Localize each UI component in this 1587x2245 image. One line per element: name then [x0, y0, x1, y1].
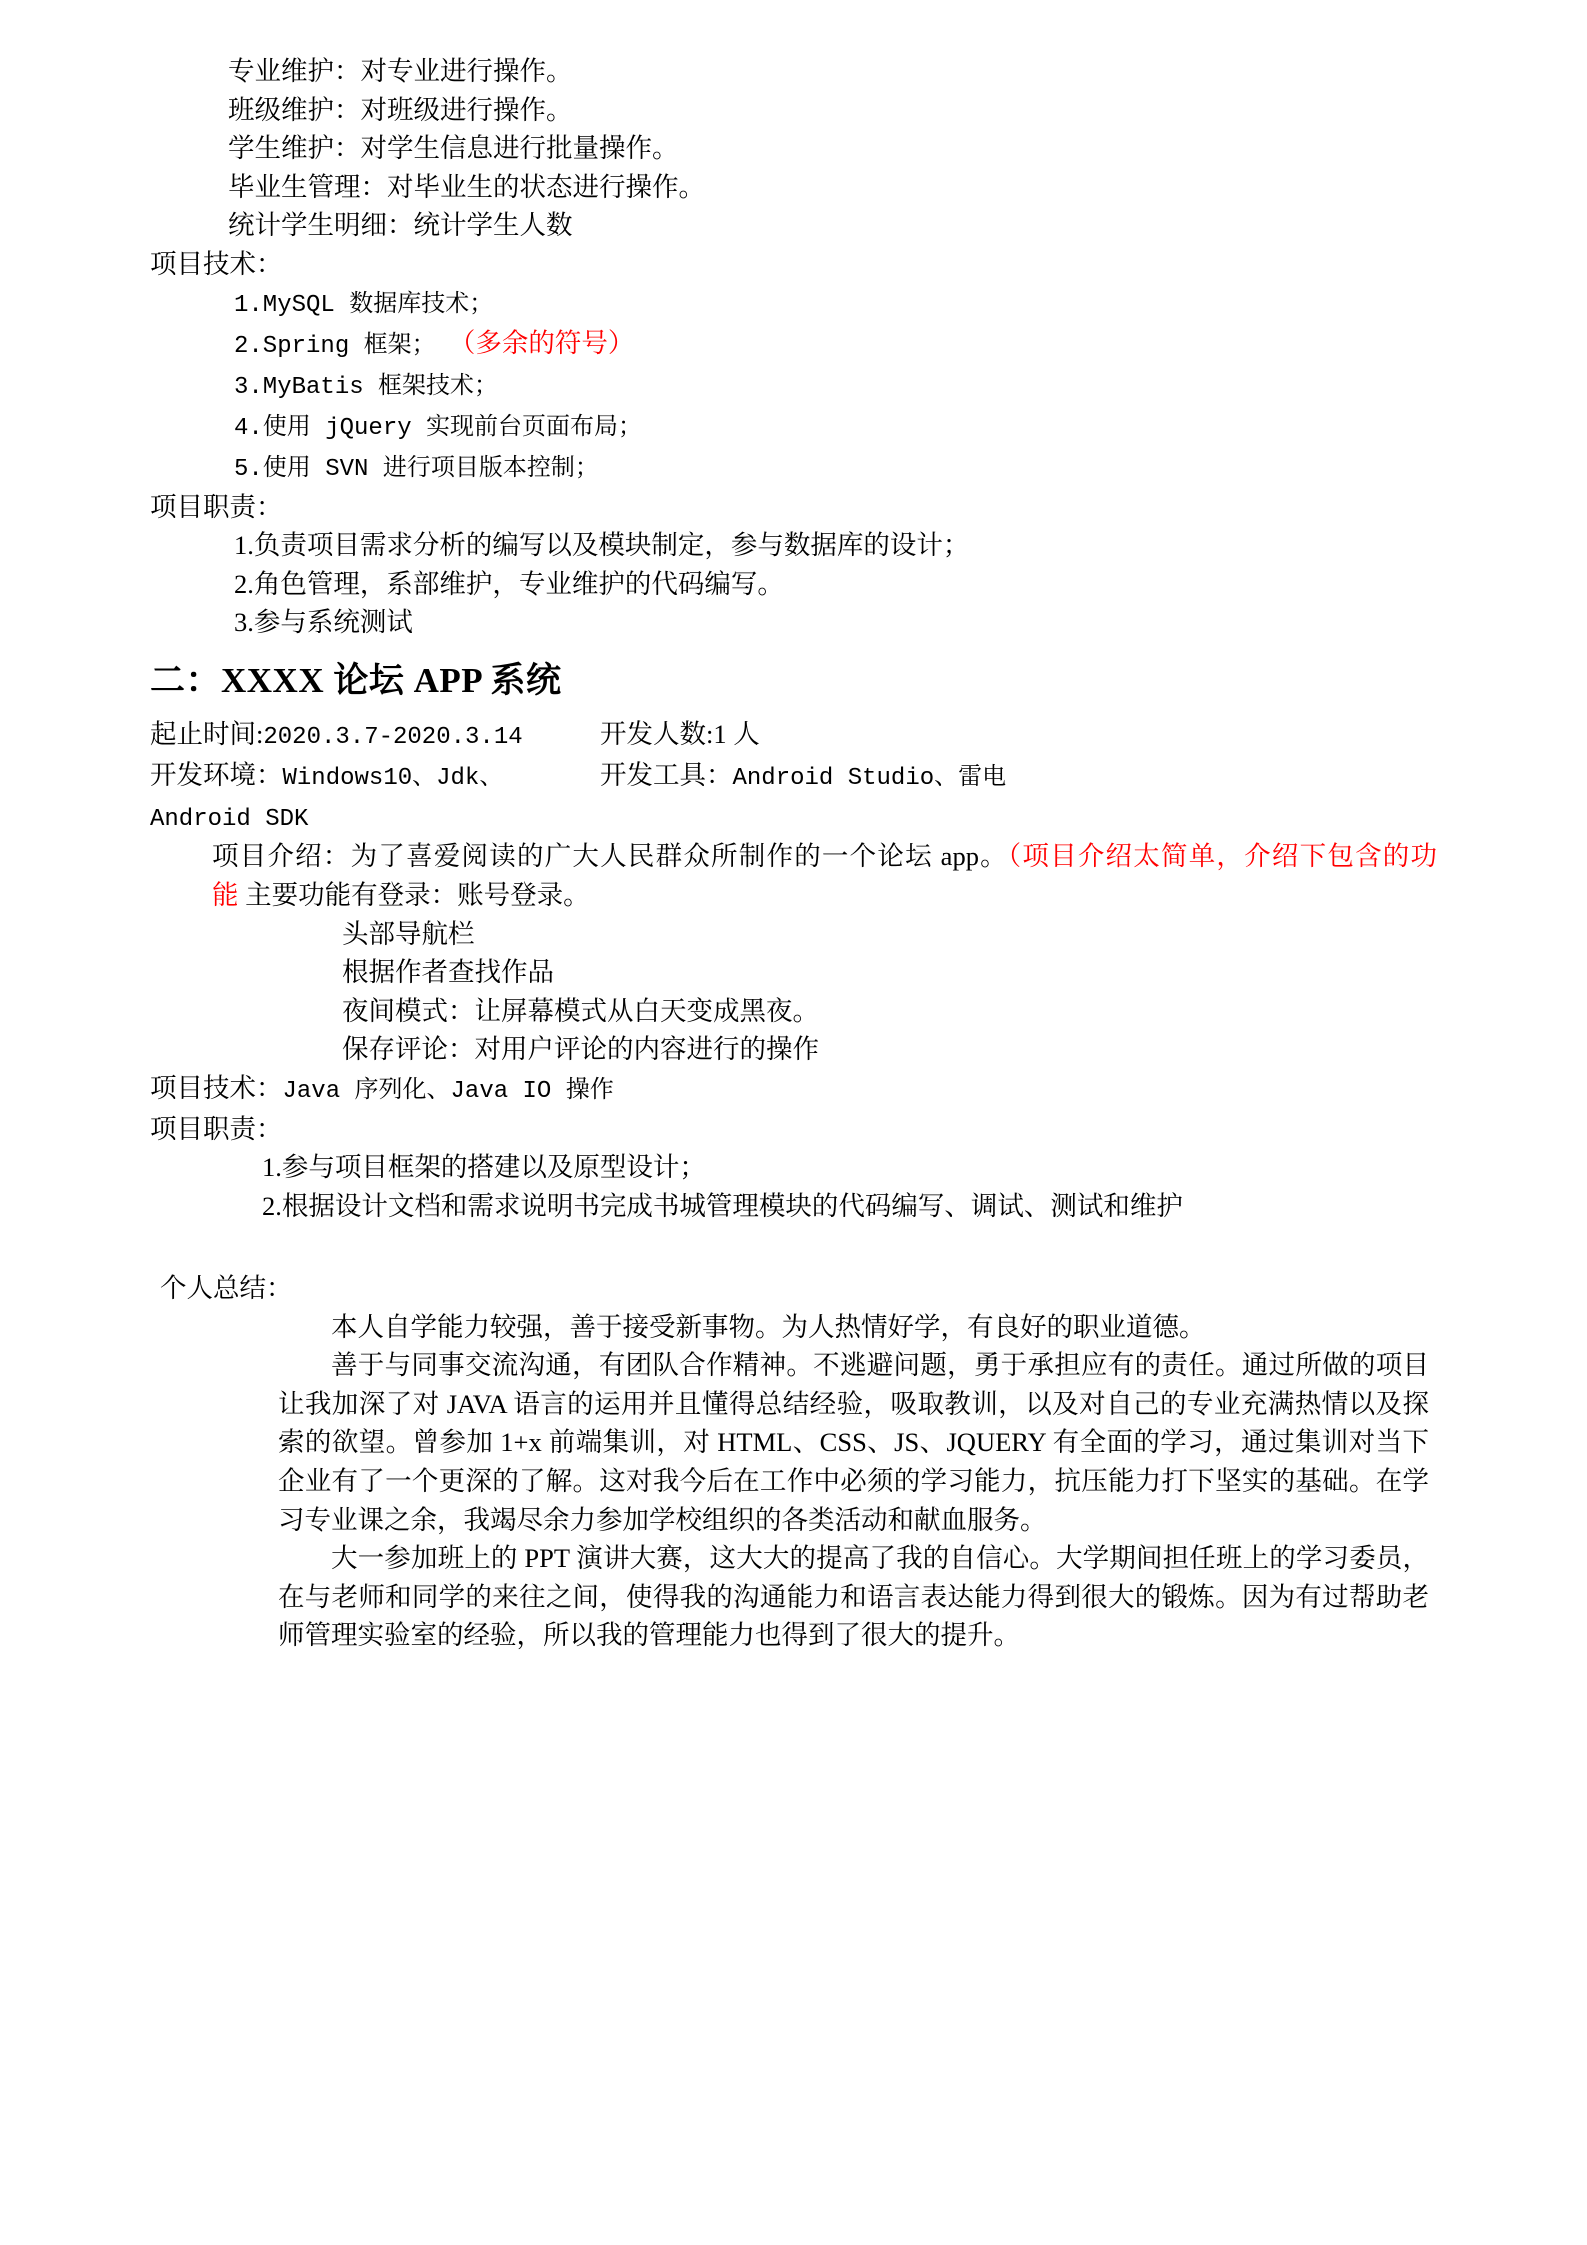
project-two-period-row — [150, 715, 1437, 756]
project-one-duty-list — [150, 526, 1437, 642]
tech-item-text: 5.使用 SVN 进行项目版本控制； — [234, 455, 599, 483]
project-one-tech-list — [150, 283, 1437, 488]
tools-label: 开发工具： — [600, 759, 733, 790]
function-line: 根据作者查找作品 — [342, 957, 554, 988]
document-body — [150, 52, 1437, 1655]
tech-item — [234, 324, 1437, 365]
env-value: Windows10、Jdk、Android SDK — [150, 764, 504, 833]
period-cell — [150, 715, 600, 756]
project-two-intro — [212, 837, 1437, 914]
period-value: 2020.3.7-2020.3.14 — [263, 723, 523, 751]
tech-item-annotation: （多余的符号） — [448, 328, 635, 359]
project-one-features — [150, 52, 1437, 245]
summary-paragraph: 大一参加班上的 PPT 演讲大赛，这大大的提高了我的自信心。大学期间担任班上的学习委员，在与老师和同学的来往之间，使得我的沟通能力和语言表达能力得到很大的锻炼。因为有过帮助老师管理实验室的经验，所以我的管理能力也得到了很大的提升。 — [278, 1543, 1429, 1651]
headcount-cell — [600, 715, 1437, 756]
duty-item: 2.根据设计文档和需求说明书完成书城管理模块的代码编写、调试、测试和维护 — [262, 1190, 1183, 1221]
project-two-tech-value: Java 序列化、Java IO 操作 — [282, 1077, 614, 1105]
duty-item: 1.负责项目需求分析的编写以及模块制定，参与数据库的设计； — [234, 530, 970, 561]
summary-body — [278, 1308, 1429, 1655]
function-line: 夜间模式：让屏幕模式从白天变成黑夜。 — [342, 995, 819, 1026]
env-cell — [150, 756, 600, 838]
feature-line: 专业维护：对专业进行操作。 — [228, 56, 573, 86]
project-two-duty-list — [262, 1148, 1437, 1225]
feature-line: 统计学生明细：统计学生人数 — [228, 210, 573, 241]
tech-item — [234, 406, 1437, 447]
headcount-value: 1 人 — [713, 718, 760, 749]
headcount-label: 开发人数: — [600, 718, 714, 749]
summary-paragraph: 本人自学能力较强，善于接受新事物。为人热情好学，有良好的职业道德。 — [331, 1311, 1206, 1342]
tech-item — [234, 447, 1437, 488]
intro-annotation-open: （项目介绍太简单，介 — [1007, 841, 1272, 872]
duty-item: 1.参与项目框架的搭建以及原型设计； — [262, 1152, 706, 1183]
intro-text: 为了喜爱阅读的广大人民群众所制作的一个论坛 app。 — [350, 841, 1008, 872]
tools-cell — [600, 756, 1437, 838]
period-label: 起止时间: — [150, 718, 264, 749]
feature-line: 学生维护：对学生信息进行批量操作。 — [228, 133, 679, 164]
project-two-tech-row — [150, 1069, 1437, 1110]
tools-value: Android Studio、雷电 — [732, 764, 1007, 792]
tech-item — [234, 365, 1437, 406]
env-label: 开发环境： — [150, 759, 283, 790]
intro-main-functions: 主要功能有登录：账号登录。 — [245, 880, 590, 911]
project-two-heading: 二：XXXX 论坛 APP 系统 — [150, 661, 562, 700]
intro-label: 项目介绍： — [212, 841, 351, 872]
duty-item: 2.角色管理，系部维护，专业维护的代码编写。 — [234, 568, 784, 599]
feature-line: 班级维护：对班级进行操作。 — [228, 94, 573, 125]
intro-annotation-cont: 绍下包含的功能 — [212, 841, 1438, 911]
summary-label: 个人总结： — [160, 1273, 293, 1304]
project-two-duty-label: 项目职责： — [150, 1113, 283, 1144]
tech-item-text: 1.MySQL 数据库技术； — [234, 292, 494, 320]
section-spacer — [150, 1225, 1437, 1269]
project-two-function-list — [342, 915, 1437, 1069]
function-line: 保存评论：对用户评论的内容进行的操作 — [342, 1034, 819, 1065]
duty-item: 3.参与系统测试 — [234, 607, 413, 638]
tech-item-text: 2.Spring 框架； — [234, 333, 436, 361]
project-two-env-row — [150, 756, 1437, 838]
feature-line: 毕业生管理：对毕业生的状态进行操作。 — [228, 171, 705, 202]
tech-item — [234, 283, 1437, 324]
project-one-duty-label: 项目职责： — [150, 491, 283, 522]
function-line: 头部导航栏 — [342, 918, 475, 949]
project-two-tech-label: 项目技术： — [150, 1072, 283, 1103]
summary-paragraph: 善于与同事交流沟通，有团队合作精神。不逃避问题，勇于承担应有的责任。通过所做的项目让我加深了对 JAVA 语言的运用并且懂得总结经验，吸取教训，以及对自己的专业充满热情以及探索的欲望。曾参加 1+x 前端集训，对 HTML、CSS、JS、JQUERY 有全面的学习，通过集训对当下企业有了一个更深的了解。这对我今后在工作中必须的学习能力，抗压能力打下坚实的基础。在学习专业课之余，我竭尽余力参加学校组织的各类活动和献血服务。 — [278, 1350, 1429, 1535]
tech-item-text: 3.MyBatis 框架技术； — [234, 374, 499, 402]
tech-item-text: 4.使用 jQuery 实现前台页面布局； — [234, 415, 643, 442]
project-one-tech-label: 项目技术： — [150, 248, 283, 279]
